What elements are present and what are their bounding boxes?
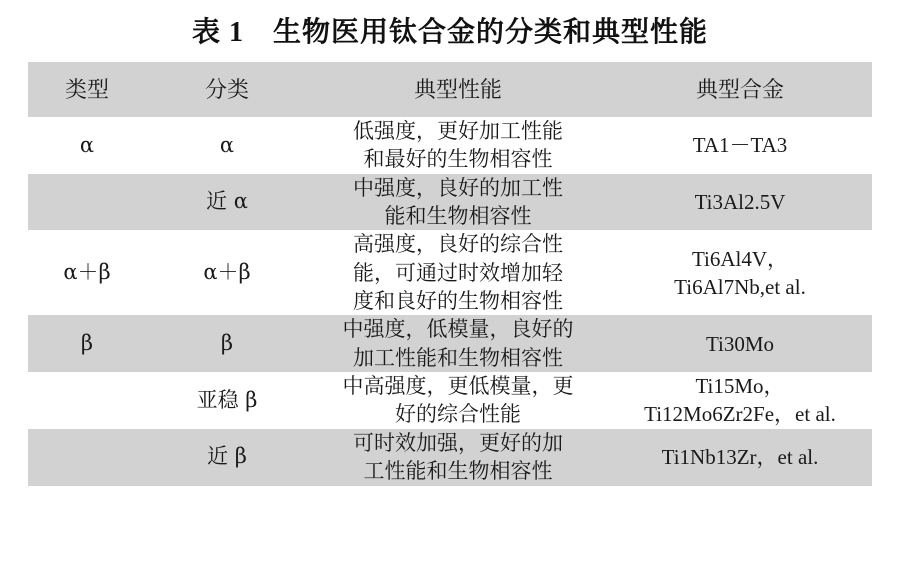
cell-classification: 亚稳 β (146, 372, 308, 429)
table-row (28, 429, 872, 486)
table-row (28, 230, 872, 315)
cell-alloy: Ti3Al2.5V (608, 174, 872, 231)
column-header-classification: 分类 (146, 62, 308, 117)
cell-classification: α (146, 117, 308, 174)
cell-performance: 中强度，低模量，良好的 加工性能和生物相容性 (308, 315, 608, 372)
cell-classification: 近 α (146, 174, 308, 231)
cell-performance: 高强度，良好的综合性 能，可通过时效增加轻 度和良好的生物相容性 (308, 230, 608, 315)
cell-type (28, 429, 146, 486)
cell-performance: 中高强度，更低模量，更 好的综合性能 (308, 372, 608, 429)
cell-alloy: Ti6Al4V， Ti6Al7Nb,et al. (608, 230, 872, 315)
column-header-alloy: 典型合金 (608, 62, 872, 117)
cell-type: α (28, 117, 146, 174)
cell-type (28, 372, 146, 429)
cell-type (28, 174, 146, 231)
cell-classification: β (146, 315, 308, 372)
cell-classification: 近 β (146, 429, 308, 486)
table-row (28, 372, 872, 429)
cell-alloy: Ti30Mo (608, 315, 872, 372)
cell-performance: 中强度，良好的加工性 能和生物相容性 (308, 174, 608, 231)
cell-type: α＋β (28, 230, 146, 315)
table-row (28, 174, 872, 231)
cell-classification: α＋β (146, 230, 308, 315)
cell-performance: 低强度，更好加工性能 和最好的生物相容性 (308, 117, 608, 174)
table-header-row (28, 62, 872, 117)
column-header-type: 类型 (28, 62, 146, 117)
cell-type: β (28, 315, 146, 372)
cell-alloy: Ti1Nb13Zr，et al. (608, 429, 872, 486)
titanium-alloy-table (28, 62, 872, 486)
column-header-performance: 典型性能 (308, 62, 608, 117)
cell-performance: 可时效加强，更好的加 工性能和生物相容性 (308, 429, 608, 486)
cell-alloy: Ti15Mo， Ti12Mo6Zr2Fe，et al. (608, 372, 872, 429)
table-row (28, 117, 872, 174)
cell-alloy: TA1－TA3 (608, 117, 872, 174)
table-row (28, 315, 872, 372)
table-title: 表 1 生物医用钛合金的分类和典型性能 (191, 17, 708, 48)
